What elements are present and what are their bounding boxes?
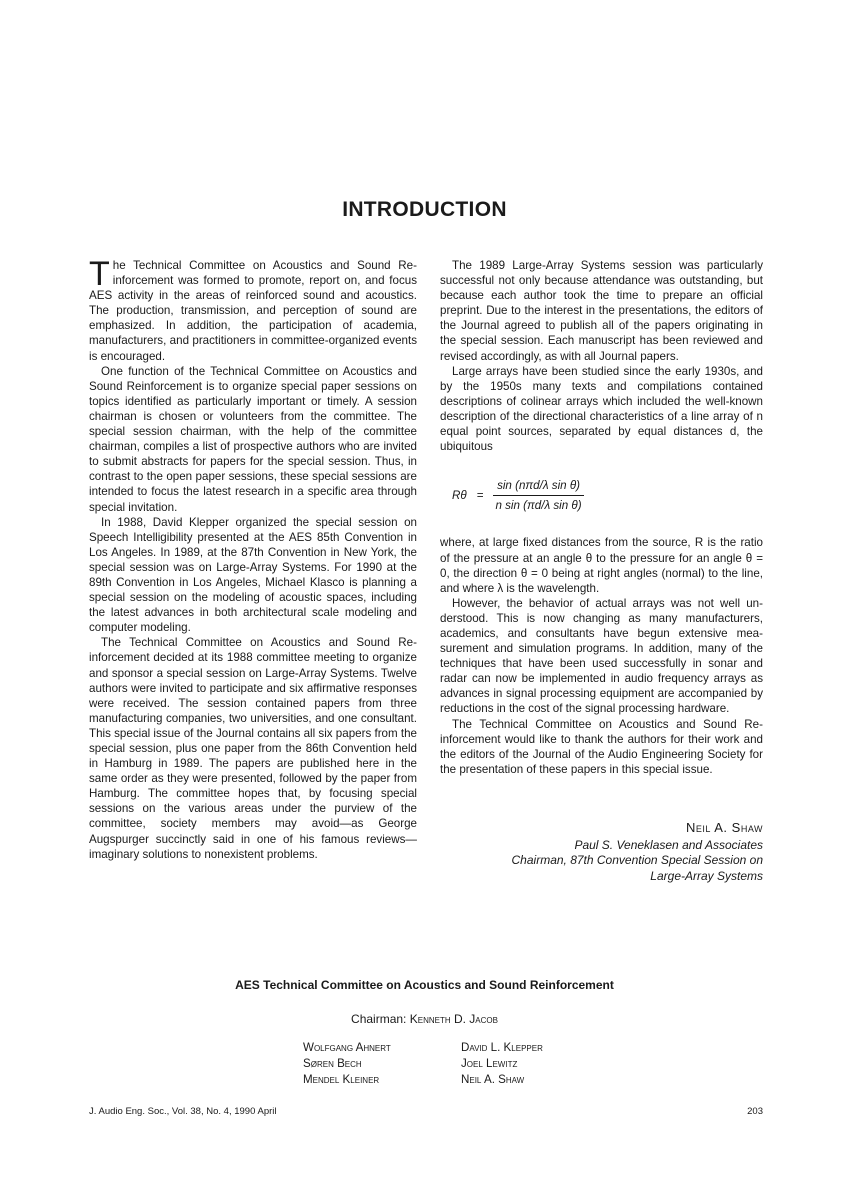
body-paragraph: Large arrays have been studied since the early 1930s, and by the 1950s many texts and compilations contained descriptions of colinear arrays which included the well-known description of the directional characteristics of a line array of n equal point sources, separated by equal distances d, the ubiquitous xyxy=(440,364,763,454)
right-column xyxy=(440,258,763,777)
author-role-continued: Large-Array Systems xyxy=(650,868,763,883)
chairman-label: Chairman: xyxy=(351,1012,407,1026)
committee-title: AES Technical Committee on Acoustics and Sound Reinforcement xyxy=(235,978,614,992)
committee-member: Joel Lewitz xyxy=(461,1057,518,1070)
body-paragraph: The Technical Committee on Acoustics and Sound Reinforcement would like to thank the authors for their work and the editors of the Journal of the Audio Engineering Society for the presentation of these papers in this special issue. xyxy=(440,717,763,776)
page-title: INTRODUCTION xyxy=(342,198,507,221)
author-role: Chairman, 87th Convention Special Session on xyxy=(511,853,763,867)
body-paragraph: However, the behavior of actual arrays was not well understood. This is now changing as many manufacturers, academics, and consultants have begun extensive measurement and simulation programs. In addition, many of the techniques that have been used successfully in sonar and radar can now be implemented in audio frequency arrays as advances in signal processing equipment are accompanied by reductions in the cost of the signal processing hardware. xyxy=(440,596,763,716)
body-paragraph: where, at large fixed distances from the source, R is the ratio of the pressure at an angle θ to the pressure for an angle θ = 0, the direction θ = 0 being at right angles (normal) to the line, and where λ is the wavelength. xyxy=(440,536,763,595)
signature-block xyxy=(470,820,763,884)
body-paragraph: The Technical Committee on Acoustics and Sound Reinforcement decided at its 1988 committee meeting to organize and sponsor a special session on Large-Array Systems. Twelve authors were invited to participate and six affirmative responses were received. The session contained papers from three manufacturing companies, two universities, and one consultant. This special issue of the Journal contains all six papers from the special session, plus one paper from the 86th Convention held in Hamburg in 1989. The papers are published here in the same order as they were presented, followed by the paper from Hamburg. The committee hopes that, by focusing special sessions on the various areas under the purview of the committee, society members may avoid—as George Augspurger succinctly said in one of his famous reviews—imaginary solutions to nonexistent problems. xyxy=(89,636,418,861)
page-number: 203 xyxy=(747,1106,763,1117)
equation-numerator: sin (nπd/λ sin θ) xyxy=(493,478,584,496)
committee-member: Mendel Kleiner xyxy=(303,1073,380,1086)
intro-paragraph xyxy=(89,255,417,364)
committee-block xyxy=(0,978,849,1026)
body-paragraph: One function of the Technical Committee on Acoustics and Sound Reinforcement is to organize special paper sessions on topics identified as particularly important or timely. A session chairman is chosen or volunteers from the committee. The special session chairman, with the help of the committee chairman, compiles a list of prospective authors who are invited to submit abstracts for papers for the special session. Thus, in contrast to the open paper sessions, these special sessions are intended to focus the latest research in a specific area through special invitation. xyxy=(89,364,417,514)
committee-members xyxy=(303,1040,603,1087)
committee-chairman xyxy=(0,1012,849,1026)
array-directivity-equation xyxy=(452,478,763,513)
committee-member: Wolfgang Ahnert xyxy=(303,1041,391,1054)
body-paragraph: The 1989 Large-Array Systems session was particularly successful not only because attendance was outstanding, but because each author took the time to prepare an official preprint. Due to the interest in the presentations, the editors of the Journal agreed to publish all of the papers originating in the special session. Each manuscript has been reviewed and revised accordingly, as with all Journal papers. xyxy=(440,259,763,363)
equation-denominator: n sin (πd/λ sin θ) xyxy=(495,499,582,513)
equation-lhs: Rθ xyxy=(452,489,467,503)
chairman-name: Kenneth D. Jacob xyxy=(409,1012,498,1026)
committee-member: Neil A. Shaw xyxy=(461,1073,525,1086)
author-affiliation: Paul S. Veneklasen and Associates xyxy=(574,837,763,852)
body-paragraph: In 1988, David Klepper organized the special session on Speech Intelligibility presented at the AES 85th Convention in Los Angeles. In 1989, at the 87th Convention in New York, the special session was on Large-Array Systems. For 1990 at the 89th Convention in Los Angeles, Michael Klasco is planning a special session on the modeling of acoustic spaces, including the latest advances in both architectural scale modeling and computer modeling. xyxy=(89,515,417,635)
journal-citation: J. Audio Eng. Soc., Vol. 38, No. 4, 1990 April xyxy=(89,1106,277,1117)
committee-member: David L. Klepper xyxy=(461,1041,543,1054)
intro-paragraph-text: he Technical Committee on Acoustics and Sound Reinforcement was formed to promote, report on, and focus AES activity in the areas of reinforced sound and acoustics. The production, transmission, and perception of sound are emphasized. In addition, the participation of academia, manufacturers, and practitioners in committee-organized events is encouraged. xyxy=(89,259,417,363)
left-column xyxy=(89,255,418,862)
equation-equals: = xyxy=(476,489,484,503)
committee-member: Søren Bech xyxy=(303,1057,362,1070)
drop-cap: T xyxy=(89,255,110,293)
equation-fraction xyxy=(491,478,585,513)
author-name: Neil A. Shaw xyxy=(685,820,763,835)
